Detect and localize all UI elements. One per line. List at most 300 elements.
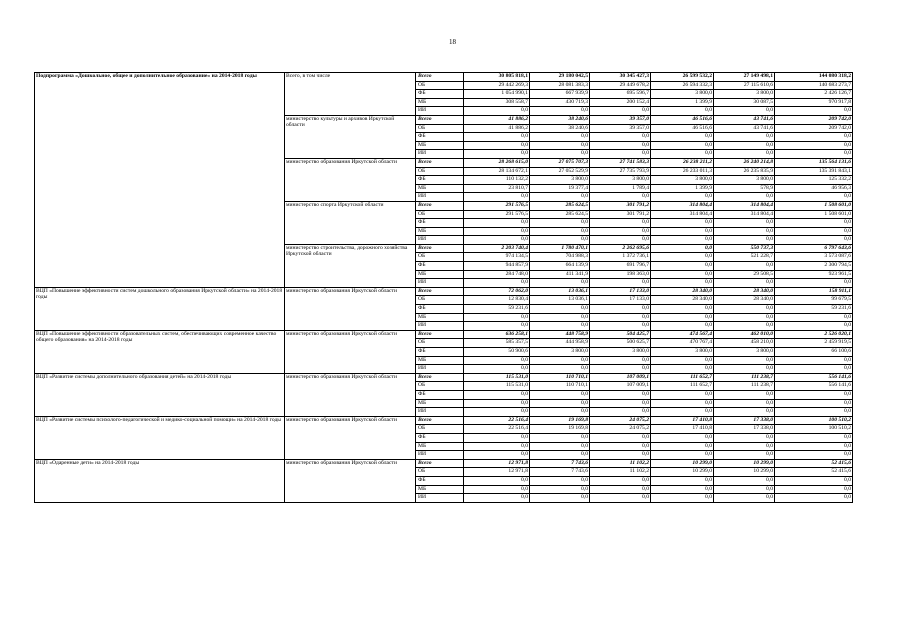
year-value-cell: 301 791,2 <box>590 201 651 210</box>
year-value-cell: 24 075,2 <box>590 425 651 434</box>
year-value-cell: 0,0 <box>530 193 590 202</box>
year-value-cell: 458 210,0 <box>714 339 775 348</box>
executor-cell: министерство строительства, дорожного хозяйства Иркутской области <box>285 244 416 287</box>
year-value-cell: 107 009,1 <box>590 382 651 391</box>
year-value-cell: 72 062,0 <box>464 287 530 296</box>
funding-source-cell: ФБ <box>416 219 464 228</box>
year-value-cell: 0,0 <box>651 253 714 262</box>
total-value-cell: 158 911,1 <box>775 287 853 296</box>
year-value-cell: 0,0 <box>464 133 530 142</box>
year-value-cell: 0,0 <box>530 494 590 503</box>
year-value-cell: 0,0 <box>590 322 651 331</box>
total-value-cell: 0,0 <box>775 399 853 408</box>
year-value-cell: 0,0 <box>590 236 651 245</box>
year-value-cell: 0,0 <box>530 219 590 228</box>
total-value-cell: 0,0 <box>775 279 853 288</box>
year-value-cell: 38 240,6 <box>530 124 590 133</box>
year-value-cell: 3 800,0 <box>590 348 651 357</box>
total-value-cell: 1 508 601,0 <box>775 201 853 210</box>
year-value-cell: 3 800,0 <box>651 90 714 99</box>
total-value-cell: 0,0 <box>775 390 853 399</box>
year-value-cell: 3 800,0 <box>714 176 775 185</box>
table-row <box>35 373 853 382</box>
year-value-cell: 27 052 529,9 <box>530 167 590 176</box>
year-value-cell: 43 741,6 <box>714 124 775 133</box>
year-value-cell: 17 338,0 <box>714 425 775 434</box>
year-value-cell: 411 341,9 <box>530 270 590 279</box>
funding-source-cell: ОБ <box>416 425 464 434</box>
year-value-cell: 17 133,0 <box>590 287 651 296</box>
year-value-cell: 29 180 042,5 <box>530 73 590 82</box>
table-row <box>35 459 853 468</box>
year-value-cell: 43 741,6 <box>714 115 775 124</box>
year-value-cell: 0,0 <box>590 133 651 142</box>
year-value-cell: 28 340,0 <box>651 287 714 296</box>
year-value-cell: 0,0 <box>651 476 714 485</box>
year-value-cell: 28 081 383,3 <box>530 81 590 90</box>
funding-source-cell: Всего <box>416 287 464 296</box>
year-value-cell: 3 800,0 <box>530 176 590 185</box>
funding-source-cell: МБ <box>416 270 464 279</box>
year-value-cell: 0,0 <box>590 141 651 150</box>
program-name-cell: ВЦП «Повышение эффективности систем дошкольного образования Иркутской области» на 2014-2018 годы <box>35 287 285 330</box>
year-value-cell: 29 442 269,3 <box>464 81 530 90</box>
year-value-cell: 26 238 211,2 <box>651 158 714 167</box>
year-value-cell: 22 516,4 <box>464 416 530 425</box>
year-value-cell: 695 596,7 <box>590 90 651 99</box>
funding-source-cell: ИИ <box>416 408 464 417</box>
budget-table-body <box>35 73 853 503</box>
total-value-cell: 135 564 131,6 <box>775 158 853 167</box>
year-value-cell: 198 363,0 <box>590 270 651 279</box>
year-value-cell: 0,0 <box>530 279 590 288</box>
year-value-cell: 110 710,1 <box>530 373 590 382</box>
year-value-cell: 17 410,8 <box>651 416 714 425</box>
total-value-cell: 209 742,0 <box>775 115 853 124</box>
year-value-cell: 314 804,4 <box>651 210 714 219</box>
funding-source-cell: Всего <box>416 244 464 253</box>
year-value-cell: 0,0 <box>530 442 590 451</box>
executor-cell: министерство образования Иркутской области <box>285 330 416 373</box>
year-value-cell: 27 115 610,6 <box>714 81 775 90</box>
year-value-cell: 26 599 532,2 <box>651 73 714 82</box>
year-value-cell: 0,0 <box>464 494 530 503</box>
year-value-cell: 0,0 <box>530 356 590 365</box>
total-value-cell: 0,0 <box>775 433 853 442</box>
funding-source-cell: Всего <box>416 201 464 210</box>
total-value-cell: 209 742,0 <box>775 124 853 133</box>
year-value-cell: 28 268 615,0 <box>464 158 530 167</box>
year-value-cell: 0,0 <box>530 476 590 485</box>
funding-source-cell: ИИ <box>416 193 464 202</box>
total-value-cell: 0,0 <box>775 236 853 245</box>
year-value-cell: 521 228,7 <box>714 253 775 262</box>
program-name-cell: ВЦП «Развитие системы дополнительного образования детей» на 2014-2018 годы <box>35 373 285 416</box>
funding-source-cell: ФБ <box>416 390 464 399</box>
year-value-cell: 200 152,4 <box>590 98 651 107</box>
funding-source-cell: ИИ <box>416 107 464 116</box>
year-value-cell: 0,0 <box>590 107 651 116</box>
year-value-cell: 0,0 <box>714 485 775 494</box>
funding-source-cell: Всего <box>416 73 464 82</box>
year-value-cell: 0,0 <box>590 313 651 322</box>
total-value-cell: 1 508 601,0 <box>775 210 853 219</box>
executor-cell: министерство образования Иркутской области <box>285 158 416 201</box>
total-value-cell: 0,0 <box>775 451 853 460</box>
year-value-cell: 504 425,7 <box>590 330 651 339</box>
executor-cell: министерство образования Иркутской области <box>285 287 416 330</box>
year-value-cell: 430 719,3 <box>530 98 590 107</box>
table-row <box>35 73 853 82</box>
year-value-cell: 0,0 <box>530 408 590 417</box>
year-value-cell: 0,0 <box>651 150 714 159</box>
total-value-cell: 923 961,5 <box>775 270 853 279</box>
year-value-cell: 3 800,0 <box>714 348 775 357</box>
total-value-cell: 66 100,6 <box>775 348 853 357</box>
year-value-cell: 12 971,8 <box>464 468 530 477</box>
year-value-cell: 0,0 <box>590 485 651 494</box>
year-value-cell: 3 800,0 <box>590 176 651 185</box>
year-value-cell: 30 345 427,3 <box>590 73 651 82</box>
year-value-cell: 301 791,2 <box>590 210 651 219</box>
total-value-cell: 0,0 <box>775 107 853 116</box>
year-value-cell: 0,0 <box>590 227 651 236</box>
funding-source-cell: Всего <box>416 416 464 425</box>
year-value-cell: 0,0 <box>530 141 590 150</box>
year-value-cell: 27 075 707,3 <box>530 158 590 167</box>
year-value-cell: 444 958,9 <box>530 339 590 348</box>
year-value-cell: 285 624,5 <box>530 201 590 210</box>
funding-source-cell: МБ <box>416 356 464 365</box>
year-value-cell: 291 576,5 <box>464 201 530 210</box>
year-value-cell: 10 299,0 <box>714 468 775 477</box>
year-value-cell: 10 299,0 <box>714 459 775 468</box>
year-value-cell: 0,0 <box>464 322 530 331</box>
year-value-cell: 0,0 <box>530 322 590 331</box>
funding-source-cell: ОБ <box>416 124 464 133</box>
year-value-cell: 39 357,0 <box>590 115 651 124</box>
year-value-cell: 13 036,1 <box>530 287 590 296</box>
year-value-cell: 41 886,2 <box>464 115 530 124</box>
year-value-cell: 314 804,4 <box>714 201 775 210</box>
year-value-cell: 284 748,0 <box>464 270 530 279</box>
year-value-cell: 59 231,6 <box>464 305 530 314</box>
funding-source-cell: Всего <box>416 158 464 167</box>
year-value-cell: 28 340,0 <box>714 296 775 305</box>
year-value-cell: 111 652,7 <box>651 373 714 382</box>
total-value-cell: 0,0 <box>775 227 853 236</box>
table-row <box>35 287 853 296</box>
year-value-cell: 27 741 583,3 <box>590 158 651 167</box>
year-value-cell: 0,0 <box>464 313 530 322</box>
year-value-cell: 3 800,0 <box>530 348 590 357</box>
year-value-cell: 0,0 <box>530 133 590 142</box>
year-value-cell: 0,0 <box>464 107 530 116</box>
year-value-cell: 30 087,5 <box>714 98 775 107</box>
year-value-cell: 3 800,0 <box>714 90 775 99</box>
year-value-cell: 0,0 <box>714 141 775 150</box>
year-value-cell: 0,0 <box>464 485 530 494</box>
funding-source-cell: ОБ <box>416 382 464 391</box>
funding-source-cell: ФБ <box>416 176 464 185</box>
year-value-cell: 1 789,4 <box>590 184 651 193</box>
total-value-cell: 0,0 <box>775 485 853 494</box>
year-value-cell: 17 133,0 <box>590 296 651 305</box>
year-value-cell: 0,0 <box>530 365 590 374</box>
year-value-cell: 0,0 <box>651 408 714 417</box>
year-value-cell: 110 710,1 <box>530 382 590 391</box>
year-value-cell: 26 233 011,3 <box>651 167 714 176</box>
year-value-cell: 0,0 <box>590 494 651 503</box>
year-value-cell: 12 830,4 <box>464 296 530 305</box>
funding-source-cell: ОБ <box>416 468 464 477</box>
year-value-cell: 38 240,6 <box>530 115 590 124</box>
total-value-cell: 970 917,8 <box>775 98 853 107</box>
funding-source-cell: ФБ <box>416 433 464 442</box>
year-value-cell: 0,0 <box>530 433 590 442</box>
year-value-cell: 0,0 <box>714 399 775 408</box>
funding-source-cell: ФБ <box>416 476 464 485</box>
year-value-cell: 0,0 <box>464 150 530 159</box>
year-value-cell: 10 299,0 <box>651 459 714 468</box>
year-value-cell: 291 576,5 <box>464 210 530 219</box>
funding-source-cell: ФБ <box>416 348 464 357</box>
funding-source-cell: Всего <box>416 373 464 382</box>
year-value-cell: 0,0 <box>530 305 590 314</box>
year-value-cell: 0,0 <box>464 227 530 236</box>
total-value-cell: 125 332,2 <box>775 176 853 185</box>
year-value-cell: 0,0 <box>714 313 775 322</box>
total-value-cell: 0,0 <box>775 150 853 159</box>
total-value-cell: 2 459 919,5 <box>775 339 853 348</box>
year-value-cell: 0,0 <box>590 356 651 365</box>
year-value-cell: 0,0 <box>464 141 530 150</box>
year-value-cell: 0,0 <box>464 236 530 245</box>
total-value-cell: 2 300 794,5 <box>775 262 853 271</box>
year-value-cell: 0,0 <box>590 219 651 228</box>
year-value-cell: 0,0 <box>530 227 590 236</box>
year-value-cell: 28 340,0 <box>651 296 714 305</box>
year-value-cell: 0,0 <box>651 451 714 460</box>
year-value-cell: 0,0 <box>714 133 775 142</box>
total-value-cell: 0,0 <box>775 442 853 451</box>
year-value-cell: 19 169,8 <box>530 425 590 434</box>
executor-cell: министерство образования Иркутской области <box>285 373 416 416</box>
year-value-cell: 691 796,7 <box>590 262 651 271</box>
total-value-cell: 46 956,3 <box>775 184 853 193</box>
year-value-cell: 29 449 678,2 <box>590 81 651 90</box>
year-value-cell: 0,0 <box>590 442 651 451</box>
funding-source-cell: Всего <box>416 330 464 339</box>
total-value-cell: 99 679,5 <box>775 296 853 305</box>
year-value-cell: 285 624,5 <box>530 210 590 219</box>
year-value-cell: 0,0 <box>464 219 530 228</box>
year-value-cell: 11 102,2 <box>590 468 651 477</box>
year-value-cell: 12 971,8 <box>464 459 530 468</box>
year-value-cell: 0,0 <box>651 193 714 202</box>
total-value-cell: 100 510,2 <box>775 416 853 425</box>
funding-source-cell: ОБ <box>416 167 464 176</box>
year-value-cell: 0,0 <box>530 313 590 322</box>
funding-source-cell: МБ <box>416 98 464 107</box>
year-value-cell: 1 780 470,1 <box>530 244 590 253</box>
year-value-cell: 107 009,1 <box>590 373 651 382</box>
program-name-cell: Подпрограмма «Дошкольное, общее и дополнительное образование» на 2014-2018 годы <box>35 73 285 288</box>
funding-source-cell: ИИ <box>416 279 464 288</box>
year-value-cell: 26 240 214,8 <box>714 158 775 167</box>
executor-cell: министерство образования Иркутской области <box>285 416 416 459</box>
funding-source-cell: МБ <box>416 141 464 150</box>
funding-source-cell: ОБ <box>416 210 464 219</box>
year-value-cell: 0,0 <box>651 219 714 228</box>
year-value-cell: 111 238,7 <box>714 382 775 391</box>
year-value-cell: 0,0 <box>651 279 714 288</box>
year-value-cell: 26 594 332,3 <box>651 81 714 90</box>
year-value-cell: 115 531,0 <box>464 373 530 382</box>
year-value-cell: 0,0 <box>464 390 530 399</box>
year-value-cell: 0,0 <box>651 313 714 322</box>
year-value-cell: 0,0 <box>651 305 714 314</box>
year-value-cell: 974 134,5 <box>464 253 530 262</box>
year-value-cell: 0,0 <box>464 476 530 485</box>
year-value-cell: 0,0 <box>714 236 775 245</box>
year-value-cell: 0,0 <box>714 305 775 314</box>
year-value-cell: 17 410,8 <box>651 425 714 434</box>
year-value-cell: 636 258,1 <box>464 330 530 339</box>
year-value-cell: 0,0 <box>714 219 775 228</box>
year-value-cell: 2 262 695,6 <box>590 244 651 253</box>
year-value-cell: 0,0 <box>464 442 530 451</box>
funding-source-cell: ФБ <box>416 305 464 314</box>
year-value-cell: 0,0 <box>590 390 651 399</box>
program-name-cell: ВЦП «Одаренные дети» на 2014-2018 годы <box>35 459 285 502</box>
year-value-cell: 0,0 <box>651 270 714 279</box>
year-value-cell: 0,0 <box>651 433 714 442</box>
year-value-cell: 0,0 <box>714 451 775 460</box>
year-value-cell: 0,0 <box>530 107 590 116</box>
year-value-cell: 30 805 818,1 <box>464 73 530 82</box>
year-value-cell: 0,0 <box>714 279 775 288</box>
funding-source-cell: ИИ <box>416 322 464 331</box>
year-value-cell: 0,0 <box>714 150 775 159</box>
total-value-cell: 0,0 <box>775 193 853 202</box>
total-value-cell: 0,0 <box>775 408 853 417</box>
year-value-cell: 0,0 <box>530 399 590 408</box>
year-value-cell: 0,0 <box>590 433 651 442</box>
year-value-cell: 3 800,0 <box>651 348 714 357</box>
funding-source-cell: ИИ <box>416 236 464 245</box>
year-value-cell: 27 735 793,9 <box>590 167 651 176</box>
year-value-cell: 0,0 <box>590 408 651 417</box>
year-value-cell: 0,0 <box>714 262 775 271</box>
year-value-cell: 10 299,0 <box>651 468 714 477</box>
total-value-cell: 0,0 <box>775 313 853 322</box>
year-value-cell: 314 804,4 <box>714 210 775 219</box>
funding-source-cell: МБ <box>416 485 464 494</box>
executor-cell: Всего, в том числе <box>285 73 416 116</box>
table-row <box>35 330 853 339</box>
year-value-cell: 0,0 <box>714 494 775 503</box>
year-value-cell: 24 075,2 <box>590 416 651 425</box>
year-value-cell: 0,0 <box>714 227 775 236</box>
total-value-cell: 0,0 <box>775 141 853 150</box>
year-value-cell: 2 203 740,4 <box>464 244 530 253</box>
funding-source-cell: ИИ <box>416 494 464 503</box>
year-value-cell: 0,0 <box>464 279 530 288</box>
year-value-cell: 0,0 <box>530 150 590 159</box>
funding-source-cell: Всего <box>416 115 464 124</box>
year-value-cell: 0,0 <box>651 141 714 150</box>
funding-source-cell: ИИ <box>416 451 464 460</box>
year-value-cell: 0,0 <box>651 227 714 236</box>
year-value-cell: 0,0 <box>530 451 590 460</box>
year-value-cell: 46 516,6 <box>651 124 714 133</box>
year-value-cell: 11 102,2 <box>590 459 651 468</box>
year-value-cell: 448 758,9 <box>530 330 590 339</box>
year-value-cell: 27 149 498,1 <box>714 73 775 82</box>
year-value-cell: 29 508,5 <box>714 270 775 279</box>
total-value-cell: 0,0 <box>775 494 853 503</box>
year-value-cell: 46 516,6 <box>651 115 714 124</box>
year-value-cell: 0,0 <box>651 262 714 271</box>
year-value-cell: 0,0 <box>651 494 714 503</box>
year-value-cell: 1 399,9 <box>651 98 714 107</box>
funding-source-cell: ОБ <box>416 339 464 348</box>
year-value-cell: 308 558,7 <box>464 98 530 107</box>
funding-source-cell: МБ <box>416 227 464 236</box>
year-value-cell: 0,0 <box>714 390 775 399</box>
total-value-cell: 3 573 087,6 <box>775 253 853 262</box>
funding-source-cell: МБ <box>416 184 464 193</box>
funding-source-cell: ИИ <box>416 365 464 374</box>
funding-source-cell: ИИ <box>416 150 464 159</box>
year-value-cell: 0,0 <box>714 442 775 451</box>
year-value-cell: 0,0 <box>590 193 651 202</box>
year-value-cell: 500 625,7 <box>590 339 651 348</box>
funding-source-cell: ФБ <box>416 90 464 99</box>
funding-source-cell: ОБ <box>416 253 464 262</box>
year-value-cell: 470 767,4 <box>651 339 714 348</box>
total-value-cell: 0,0 <box>775 133 853 142</box>
year-value-cell: 0,0 <box>590 305 651 314</box>
year-value-cell: 0,0 <box>651 365 714 374</box>
total-value-cell: 0,0 <box>775 365 853 374</box>
year-value-cell: 0,0 <box>530 236 590 245</box>
year-value-cell: 26 235 835,9 <box>714 167 775 176</box>
total-value-cell: 2 426 126,7 <box>775 90 853 99</box>
year-value-cell: 0,0 <box>464 365 530 374</box>
budget-table <box>34 72 853 503</box>
year-value-cell: 0,0 <box>651 485 714 494</box>
year-value-cell: 667 939,9 <box>530 90 590 99</box>
total-value-cell: 140 683 273,7 <box>775 81 853 90</box>
total-value-cell: 144 080 318,2 <box>775 73 853 82</box>
year-value-cell: 0,0 <box>714 322 775 331</box>
total-value-cell: 52 415,6 <box>775 459 853 468</box>
year-value-cell: 0,0 <box>464 408 530 417</box>
year-value-cell: 474 567,4 <box>651 330 714 339</box>
year-value-cell: 28 134 672,1 <box>464 167 530 176</box>
total-value-cell: 59 231,6 <box>775 305 853 314</box>
year-value-cell: 0,0 <box>590 476 651 485</box>
year-value-cell: 462 010,0 <box>714 330 775 339</box>
year-value-cell: 19 169,8 <box>530 416 590 425</box>
year-value-cell: 39 357,0 <box>590 124 651 133</box>
executor-cell: министерство образования Иркутской области <box>285 459 416 502</box>
year-value-cell: 0,0 <box>651 356 714 365</box>
year-value-cell: 7 743,6 <box>530 459 590 468</box>
program-name-cell: ВЦП «Развитие системы психолого-педагогической и медико-социальной помощи» на 2014-2018 годы <box>35 416 285 459</box>
